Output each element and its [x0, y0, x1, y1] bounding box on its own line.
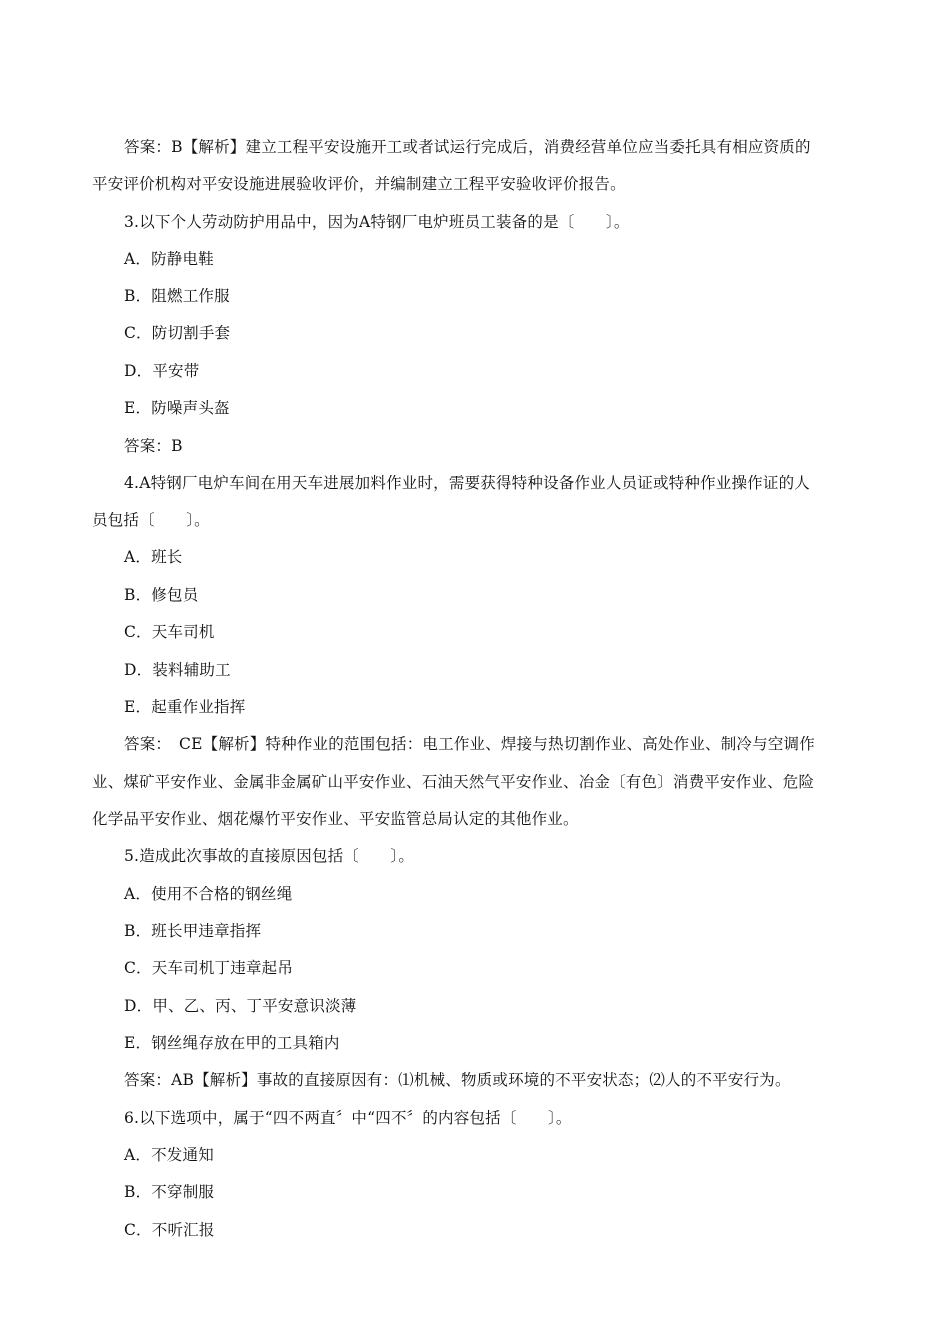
question-6-option-b: B．不穿制服	[124, 1183, 215, 1201]
question-5-option-e: E．钢丝绳存放在甲的工具箱内	[124, 1034, 340, 1052]
question-5: 5.造成此次事故的直接原因包括〔 〕。	[124, 847, 415, 865]
question-5-option-b: B．班长甲违章指挥	[124, 922, 262, 940]
answer-4-line-2: 业、煤矿平安作业、金属非金属矿山平安作业、石油天然气平安作业、冶金〔有色〕消费平安作业、危险	[92, 773, 815, 791]
question-6-option-c: C．不听汇报	[124, 1221, 215, 1239]
answer-4-line-1: 答案： CE【解析】特种作业的范围包括：电工作业、焊接与热切割作业、高处作业、制冷与空调作	[124, 735, 815, 753]
question-4-option-c: C．天车司机	[124, 623, 215, 641]
question-4-option-d: D．装料辅助工	[124, 661, 231, 679]
question-6-option-a: A．不发通知	[124, 1146, 214, 1164]
question-3: 3.以下个人劳动防护用品中，因为A特钢厂电炉班员工装备的是〔 〕。	[124, 213, 630, 231]
answer-3: 答案：B	[124, 437, 183, 455]
question-4-line-1: 4.A特钢厂电炉车间在用天车进展加料作业时，需要获得特种设备作业人员证或特种作业操作证的人	[124, 474, 810, 492]
question-4-option-a: A．班长	[124, 548, 183, 566]
answer-2-line-2: 平安评价机构对平安设施进展验收评价，并编制建立工程平安验收评价报告。	[92, 175, 626, 193]
question-6: 6.以下选项中，属于“四不两直〞中“四不〞的内容包括〔 〕。	[124, 1109, 572, 1127]
question-3-option-d: D．平安带	[124, 362, 200, 380]
question-5-option-a: A．使用不合格的钢丝绳	[124, 885, 293, 903]
answer-4-line-3: 化学品平安作业、烟花爆竹平安作业、平安监管总局认定的其他作业。	[92, 810, 579, 828]
question-5-option-c: C．天车司机丁违章起吊	[124, 959, 294, 977]
question-4-line-2: 员包括〔 〕。	[92, 511, 210, 529]
question-3-option-a: A．防静电鞋	[124, 250, 214, 268]
question-3-option-c: C．防切割手套	[124, 324, 231, 342]
question-4-option-b: B．修包员	[124, 586, 199, 604]
question-3-option-e: E．防噪声头盔	[124, 399, 230, 417]
answer-5: 答案：AB【解析】事故的直接原因有：⑴机械、物质或环境的不平安状态；⑵人的不平安行为。	[124, 1071, 791, 1089]
question-4-option-e: E．起重作业指挥	[124, 698, 246, 716]
question-3-option-b: B．阻燃工作服	[124, 287, 230, 305]
answer-2-line-1: 答案：B【解析】建立工程平安设施开工或者试运行完成后，消费经营单位应当委托具有相应资质的	[124, 138, 811, 156]
question-5-option-d: D．甲、乙、丙、丁平安意识淡薄	[124, 997, 357, 1015]
